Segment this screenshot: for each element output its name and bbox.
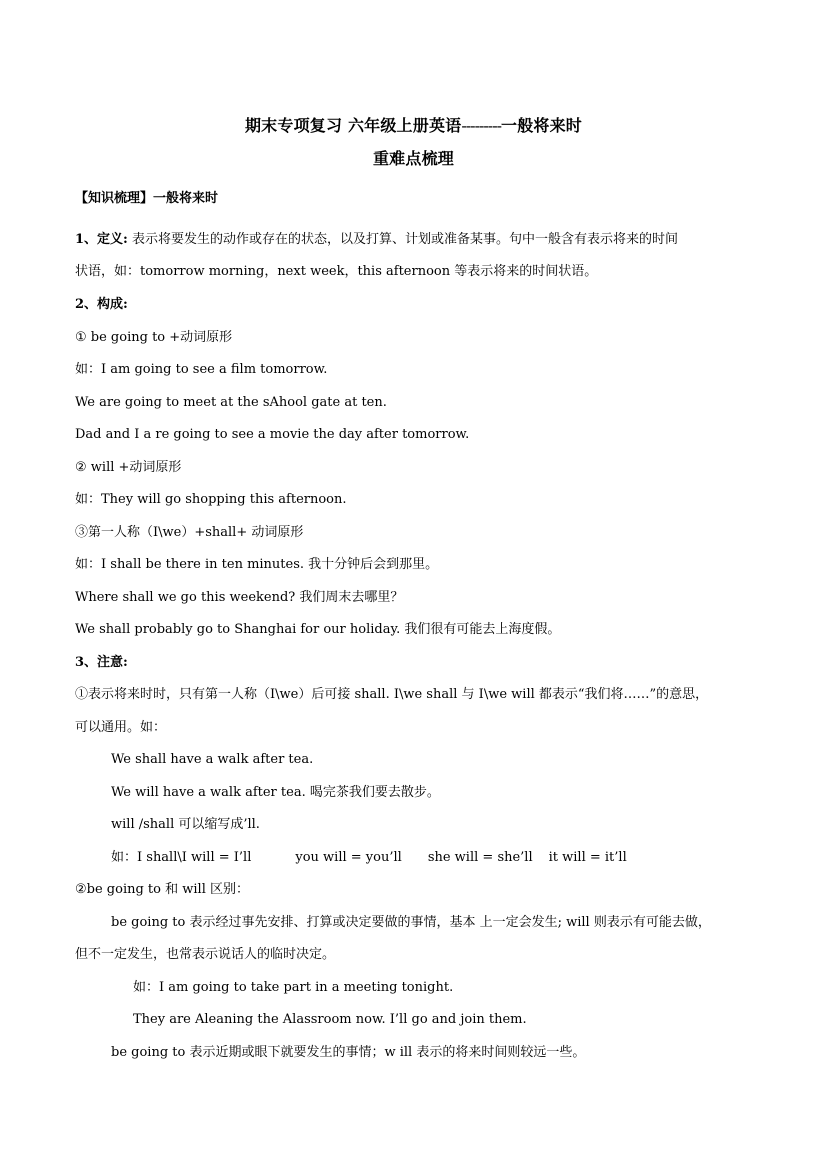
title-main-right: 一般将来时 <box>501 116 583 135</box>
structure-example-1b: We are going to meet at the sAhool gate at ten. <box>75 395 387 410</box>
note-1-example-1: We shall have a walk after tea. <box>111 752 314 767</box>
note-2-line-3: be going to 表示近期或眼下就要发生的事情；w ill 表示的将来时间则较远一些。 <box>111 1045 586 1060</box>
note-2-example-1: 如：I am going to take part in a meeting tonight. <box>133 980 454 995</box>
structure-item-1: ① be going to +动词原形 <box>75 330 233 345</box>
structure-item-2: ② will +动词原形 <box>75 460 182 475</box>
section-header: 【知识梳理】一般将来时 <box>75 191 219 206</box>
structure-example-1c: Dad and I a re going to see a movie the day after tomorrow. <box>75 427 470 442</box>
contraction-it: it will = it’ll <box>548 850 627 865</box>
contraction-i: 如：I shall\I will = I’ll <box>111 850 252 865</box>
note-1-example-4 <box>111 849 627 867</box>
structure-example-3a: 如：I shall be there in ten minutes. 我十分钟后会到那里。 <box>75 557 439 572</box>
definition-line-2: 状语，如：tomorrow morning，next week，this afternoon 等表示将来的时间状语。 <box>75 264 598 279</box>
note-1-line-2: 可以通用。如： <box>75 720 167 735</box>
document-subtitle: 重难点梳理 <box>372 149 454 168</box>
note-1-example-3: will /shall 可以缩写成’ll. <box>111 817 260 832</box>
notes-label: 3、注意: <box>75 655 128 670</box>
structure-example-3b: Where shall we go this weekend? 我们周末去哪里？ <box>75 590 404 605</box>
note-2-line-1: be going to 表示经过事先安排、打算或决定要做的事情，基本 上一定会发生; will 则表示有可能去做， <box>111 915 711 930</box>
structure-example-1a: 如：I am going to see a film tomorrow. <box>75 362 328 377</box>
note-1-line-1: ①表示将来时时，只有第一人称（I\we）后可接 shall. I\we shall 与 I\we will 都表示“我们将……”的意思， <box>75 687 709 702</box>
definition-label: 1、定义: <box>75 232 128 247</box>
note-2-line-2: 但不一定发生，也常表示说话人的临时决定。 <box>75 947 336 962</box>
contraction-she: she will = she’ll <box>427 850 533 865</box>
title-dash: --------- <box>461 116 501 135</box>
structure-label: 2、构成: <box>75 297 128 312</box>
note-2-example-2: They are Aleaning the Alassroom now. I’ll go and join them. <box>133 1012 527 1027</box>
document-title <box>0 113 827 136</box>
note-2-label: ②be going to 和 will 区别： <box>75 882 249 897</box>
title-main-left: 期末专项复习 六年级上册英语 <box>244 116 462 135</box>
structure-item-3: ③第一人称（I\we）+shall+ 动词原形 <box>75 525 304 540</box>
note-1-example-2: We will have a walk after tea. 喝完茶我们要去散步。 <box>111 785 440 800</box>
contraction-you: you will = you’ll <box>295 850 402 865</box>
structure-example-2a: 如：They will go shopping this afternoon. <box>75 492 347 507</box>
definition-text-1: 表示将要发生的动作或存在的状态，以及打算、计划或准备某事。句中一般含有表示将来的时间 <box>127 232 678 247</box>
definition-line-1 <box>75 231 678 249</box>
structure-example-3c: We shall probably go to Shanghai for our holiday. 我们很有可能去上海度假。 <box>75 622 561 637</box>
